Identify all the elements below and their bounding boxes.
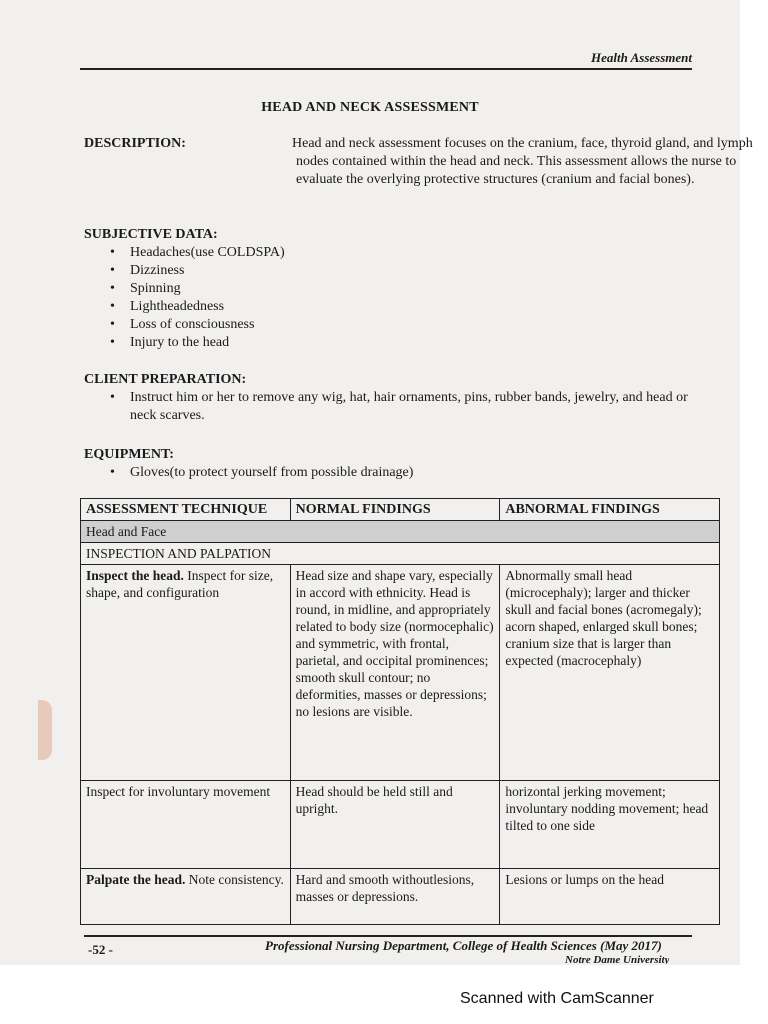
footer-university: Notre Dame University: [565, 954, 670, 964]
footer-department: Professional Nursing Department, College of Health Sciences (May 2017): [265, 938, 662, 953]
subjective-data-list: [84, 244, 285, 352]
equipment-heading: EQUIPMENT:: [84, 447, 174, 462]
camscanner-watermark: Scanned with CamScanner: [460, 990, 654, 1007]
column-header: NORMAL FINDINGS: [290, 499, 500, 521]
equipment-list: [84, 464, 413, 482]
list-item: • Injury to the head: [114, 334, 285, 352]
list-item: • Gloves(to protect yourself from possible drainage): [114, 464, 413, 482]
client-preparation-section: [84, 371, 704, 425]
description-section: [84, 135, 753, 187]
equipment-section: [84, 446, 413, 482]
assessment-table: [80, 498, 720, 925]
section-band-label: Head and Face: [81, 521, 720, 543]
abnormal-finding: Abnormally small head (microcephaly); larger and thicker skull and facial bones (acromegaly); acorn shaped, enlarged skull bones; cranium size that is larger than expected (macrocephaly): [500, 565, 720, 781]
client-preparation-list: [84, 389, 704, 425]
normal-finding: Hard and smooth withoutlesions, masses or depressions.: [290, 869, 500, 925]
list-item: • Spinning: [114, 280, 285, 298]
table-header-row: [81, 499, 720, 521]
client-preparation-heading: CLIENT PREPARATION:: [84, 372, 247, 387]
technique-text: Note consistency.: [188, 872, 284, 887]
footer-rule: [84, 935, 692, 937]
description-text: Head and neck assessment focuses on the cranium, face, thyroid gland, and lymph nodes contained within the head and neck. This assessment allows the nurse to evaluate the overlying protective structures (cranium and facial bones).: [292, 136, 753, 187]
subjective-data-heading: SUBJECTIVE DATA:: [84, 227, 218, 242]
table-row: [81, 781, 720, 869]
subjective-data-section: [84, 226, 285, 352]
list-item: • Headaches(use COLDSPA): [114, 244, 285, 262]
technique-lead: Inspect the head.: [86, 568, 184, 583]
table-section-row: [81, 521, 720, 543]
table-row: [81, 565, 720, 781]
list-item: • Dizziness: [114, 262, 285, 280]
list-item: • Instruct him or her to remove any wig, hat, hair ornaments, pins, rubber bands, jewelry, and head or neck scarves.: [114, 389, 704, 425]
page-title: HEAD AND NECK ASSESSMENT: [261, 100, 479, 115]
column-header: ASSESSMENT TECHNIQUE: [81, 499, 291, 521]
subsection-label: INSPECTION AND PALPATION: [81, 543, 720, 565]
abnormal-finding: horizontal jerking movement; involuntary nodding movement; head tilted to one side: [500, 781, 720, 869]
description-label: DESCRIPTION:: [84, 136, 186, 151]
normal-finding: Head should be held still and upright.: [290, 781, 500, 869]
technique-text: Inspect for involuntary movement: [86, 784, 271, 799]
table-subsection-row: [81, 543, 720, 565]
running-header: Health Assessment: [590, 50, 692, 65]
page-number: -52 -: [88, 942, 113, 957]
technique-lead: Palpate the head.: [86, 872, 186, 887]
abnormal-finding: Lesions or lumps on the head: [500, 869, 720, 925]
column-header: ABNORMAL FINDINGS: [500, 499, 720, 521]
list-item: • Lightheadedness: [114, 298, 285, 316]
header-rule: [80, 68, 692, 70]
technique-text: Inspect for size, shape, and configuration: [86, 568, 274, 600]
thumb-shadow: [38, 700, 52, 760]
table-row: [81, 869, 720, 925]
list-item: • Loss of consciousness: [114, 316, 285, 334]
normal-finding: Head size and shape vary, especially in accord with ethnicity. Head is round, in midline, and appropriately related to body size (normocephalic) and symmetric, with frontal, parietal, and occipital prominences; smooth skull contour; no deformities, masses or depressions; no lesions are visible.: [290, 565, 500, 781]
